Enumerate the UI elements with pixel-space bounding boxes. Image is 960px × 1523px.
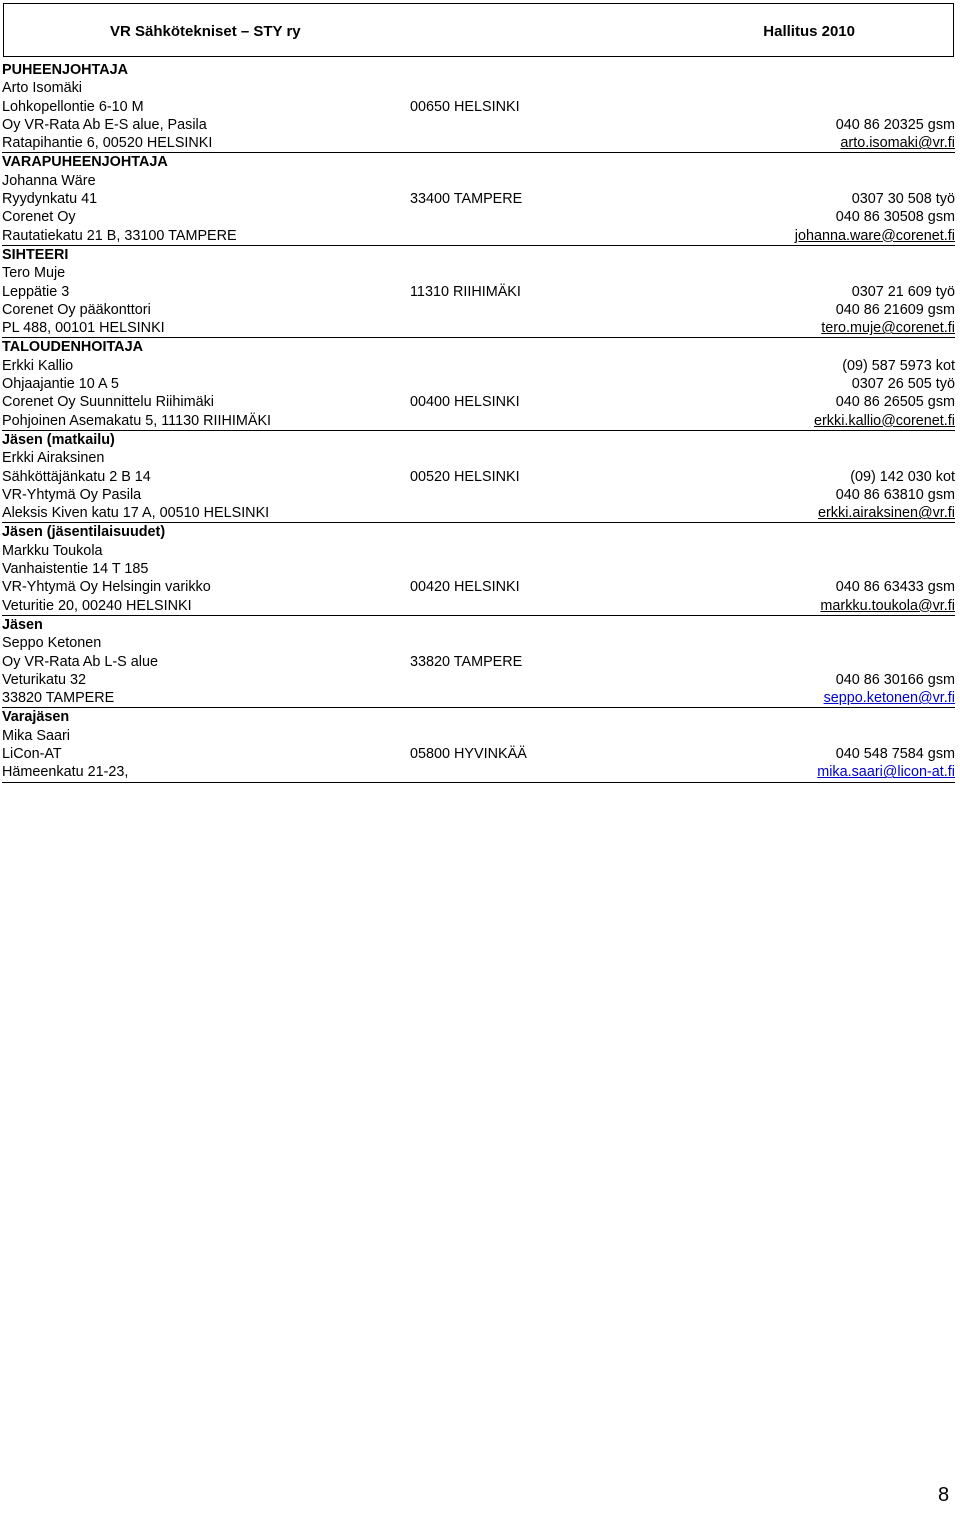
role-heading <box>2 153 955 171</box>
address-text: Erkki Airaksinen <box>2 450 105 467</box>
postal-city: 05800 HYVINKÄÄ <box>410 745 527 762</box>
phone-number: 0307 26 505 työ <box>851 376 955 393</box>
address-text: Veturitie 20, 00240 HELSINKI <box>2 597 192 614</box>
contact-line <box>2 542 955 560</box>
address-text: VR-Yhtymä Oy Helsingin varikko <box>2 579 211 596</box>
role-heading <box>2 338 955 356</box>
contact-line <box>2 504 955 523</box>
address-text: Vanhaistentie 14 T 185 <box>2 561 149 578</box>
address-text: Corenet Oy Suunnittelu Riihimäki <box>2 394 214 411</box>
address-text: PL 488, 00101 HELSINKI <box>2 320 165 337</box>
address-text: Oy VR-Rata Ab E-S alue, Pasila <box>2 116 207 133</box>
contact-line <box>2 172 955 190</box>
email-link[interactable]: seppo.ketonen@vr.fi <box>823 690 955 707</box>
address-text: Pohjoinen Asemakatu 5, 11130 RIIHIMÄKI <box>2 412 272 429</box>
address-text: Markku Toukola <box>2 542 103 559</box>
address-text: Corenet Oy <box>2 209 76 226</box>
contact-line <box>2 671 955 689</box>
email-link[interactable]: erkki.airaksinen@vr.fi <box>818 505 955 522</box>
phone-number: 040 86 63433 gsm <box>835 579 955 596</box>
address-text: Oy VR-Rata Ab L-S alue <box>2 653 158 670</box>
contact-line <box>2 264 955 282</box>
email-link[interactable]: markku.toukola@vr.fi <box>820 597 955 614</box>
email-link[interactable]: johanna.ware@corenet.fi <box>794 227 955 244</box>
email-link[interactable]: erkki.kallio@corenet.fi <box>814 412 955 429</box>
role-heading <box>2 523 955 541</box>
contact-line <box>2 116 955 134</box>
phone-number: 040 86 30166 gsm <box>835 671 955 688</box>
address-text: Ryydynkatu 41 <box>2 191 98 208</box>
role-title: Jäsen <box>2 616 43 633</box>
role-heading <box>2 61 955 79</box>
document-header <box>3 3 954 57</box>
role-heading <box>2 246 955 264</box>
postal-city: 00650 HELSINKI <box>410 98 520 115</box>
address-text: Rautatiekatu 21 B, 33100 TAMPERE <box>2 227 237 244</box>
address-text: Sähköttäjänkatu 2 B 14 <box>2 468 151 485</box>
phone-number: 040 86 26505 gsm <box>835 394 955 411</box>
email-link[interactable]: tero.muje@corenet.fi <box>821 320 955 337</box>
organization-name: VR Sähkötekniset – STY ry <box>110 23 301 40</box>
postal-city: 00520 HELSINKI <box>410 468 520 485</box>
role-title: VARAPUHEENJOHTAJA <box>2 154 168 171</box>
contact-line <box>2 653 955 671</box>
contact-line <box>2 357 955 375</box>
contact-line <box>2 393 955 411</box>
address-text: Ohjaajantie 10 A 5 <box>2 376 119 393</box>
postal-city: 33400 TAMPERE <box>410 191 523 208</box>
contact-line <box>2 79 955 97</box>
address-text: Erkki Kallio <box>2 357 74 374</box>
contact-line <box>2 745 955 763</box>
address-text: Leppätie 3 <box>2 283 70 300</box>
contact-line <box>2 301 955 319</box>
contact-line <box>2 689 955 708</box>
phone-number: 040 86 21609 gsm <box>835 301 955 318</box>
board-roster <box>2 61 955 783</box>
postal-city: 11310 RIIHIMÄKI <box>410 283 521 300</box>
role-title: TALOUDENHOITAJA <box>2 339 143 356</box>
phone-number: (09) 142 030 kot <box>850 468 955 485</box>
contact-line <box>2 486 955 504</box>
role-heading <box>2 616 955 634</box>
address-text: Corenet Oy pääkonttori <box>2 301 151 318</box>
address-text: Veturikatu 32 <box>2 671 87 688</box>
contact-line <box>2 208 955 226</box>
contact-line <box>2 283 955 301</box>
phone-number: 040 86 30508 gsm <box>835 209 955 226</box>
address-text: Hämeenkatu 21-23, <box>2 764 129 781</box>
board-year-title: Hallitus 2010 <box>763 23 855 40</box>
phone-number: 040 548 7584 gsm <box>835 745 955 762</box>
phone-number: 040 86 63810 gsm <box>835 486 955 503</box>
role-title: PUHEENJOHTAJA <box>2 62 129 78</box>
postal-city: 33820 TAMPERE <box>410 653 523 670</box>
address-text: VR-Yhtymä Oy Pasila <box>2 486 142 503</box>
address-text: Seppo Ketonen <box>2 635 102 652</box>
phone-number: 0307 21 609 työ <box>851 283 955 300</box>
contact-line <box>2 190 955 208</box>
phone-number: (09) 587 5973 kot <box>842 357 955 374</box>
role-heading <box>2 708 955 726</box>
contact-line <box>2 98 955 116</box>
contact-line <box>2 412 955 431</box>
contact-line <box>2 727 955 745</box>
contact-line <box>2 375 955 393</box>
address-text: Lohkopellontie 6-10 M <box>2 98 144 115</box>
contact-line <box>2 560 955 578</box>
role-heading <box>2 431 955 449</box>
role-title: SIHTEERI <box>2 246 69 263</box>
phone-number: 0307 30 508 työ <box>851 191 955 208</box>
contact-line <box>2 449 955 467</box>
address-text: Johanna Wäre <box>2 172 96 189</box>
role-title: Jäsen (jäsentilaisuudet) <box>2 524 166 541</box>
address-text: 33820 TAMPERE <box>2 690 115 707</box>
address-text: Ratapihantie 6, 00520 HELSINKI <box>2 135 213 152</box>
contact-line <box>2 578 955 596</box>
contact-line <box>2 597 955 616</box>
contact-line <box>2 134 955 153</box>
contact-line <box>2 763 955 782</box>
email-link[interactable]: arto.isomaki@vr.fi <box>840 135 955 152</box>
contact-line <box>2 468 955 486</box>
postal-city: 00420 HELSINKI <box>410 579 520 596</box>
address-text: Aleksis Kiven katu 17 A, 00510 HELSINKI <box>2 505 270 522</box>
address-text: LiCon-AT <box>2 745 62 762</box>
contact-line <box>2 634 955 652</box>
address-text: Arto Isomäki <box>2 80 82 97</box>
role-title: Varajäsen <box>2 709 70 726</box>
role-title: Jäsen (matkailu) <box>2 431 115 448</box>
phone-number: 040 86 20325 gsm <box>835 116 955 133</box>
contact-line <box>2 227 955 246</box>
email-link[interactable]: mika.saari@licon-at.fi <box>817 764 955 781</box>
contact-line <box>2 319 955 338</box>
postal-city: 00400 HELSINKI <box>410 394 520 411</box>
address-text: Tero Muje <box>2 265 66 282</box>
page-number: 8 <box>938 1484 950 1506</box>
address-text: Mika Saari <box>2 727 70 744</box>
